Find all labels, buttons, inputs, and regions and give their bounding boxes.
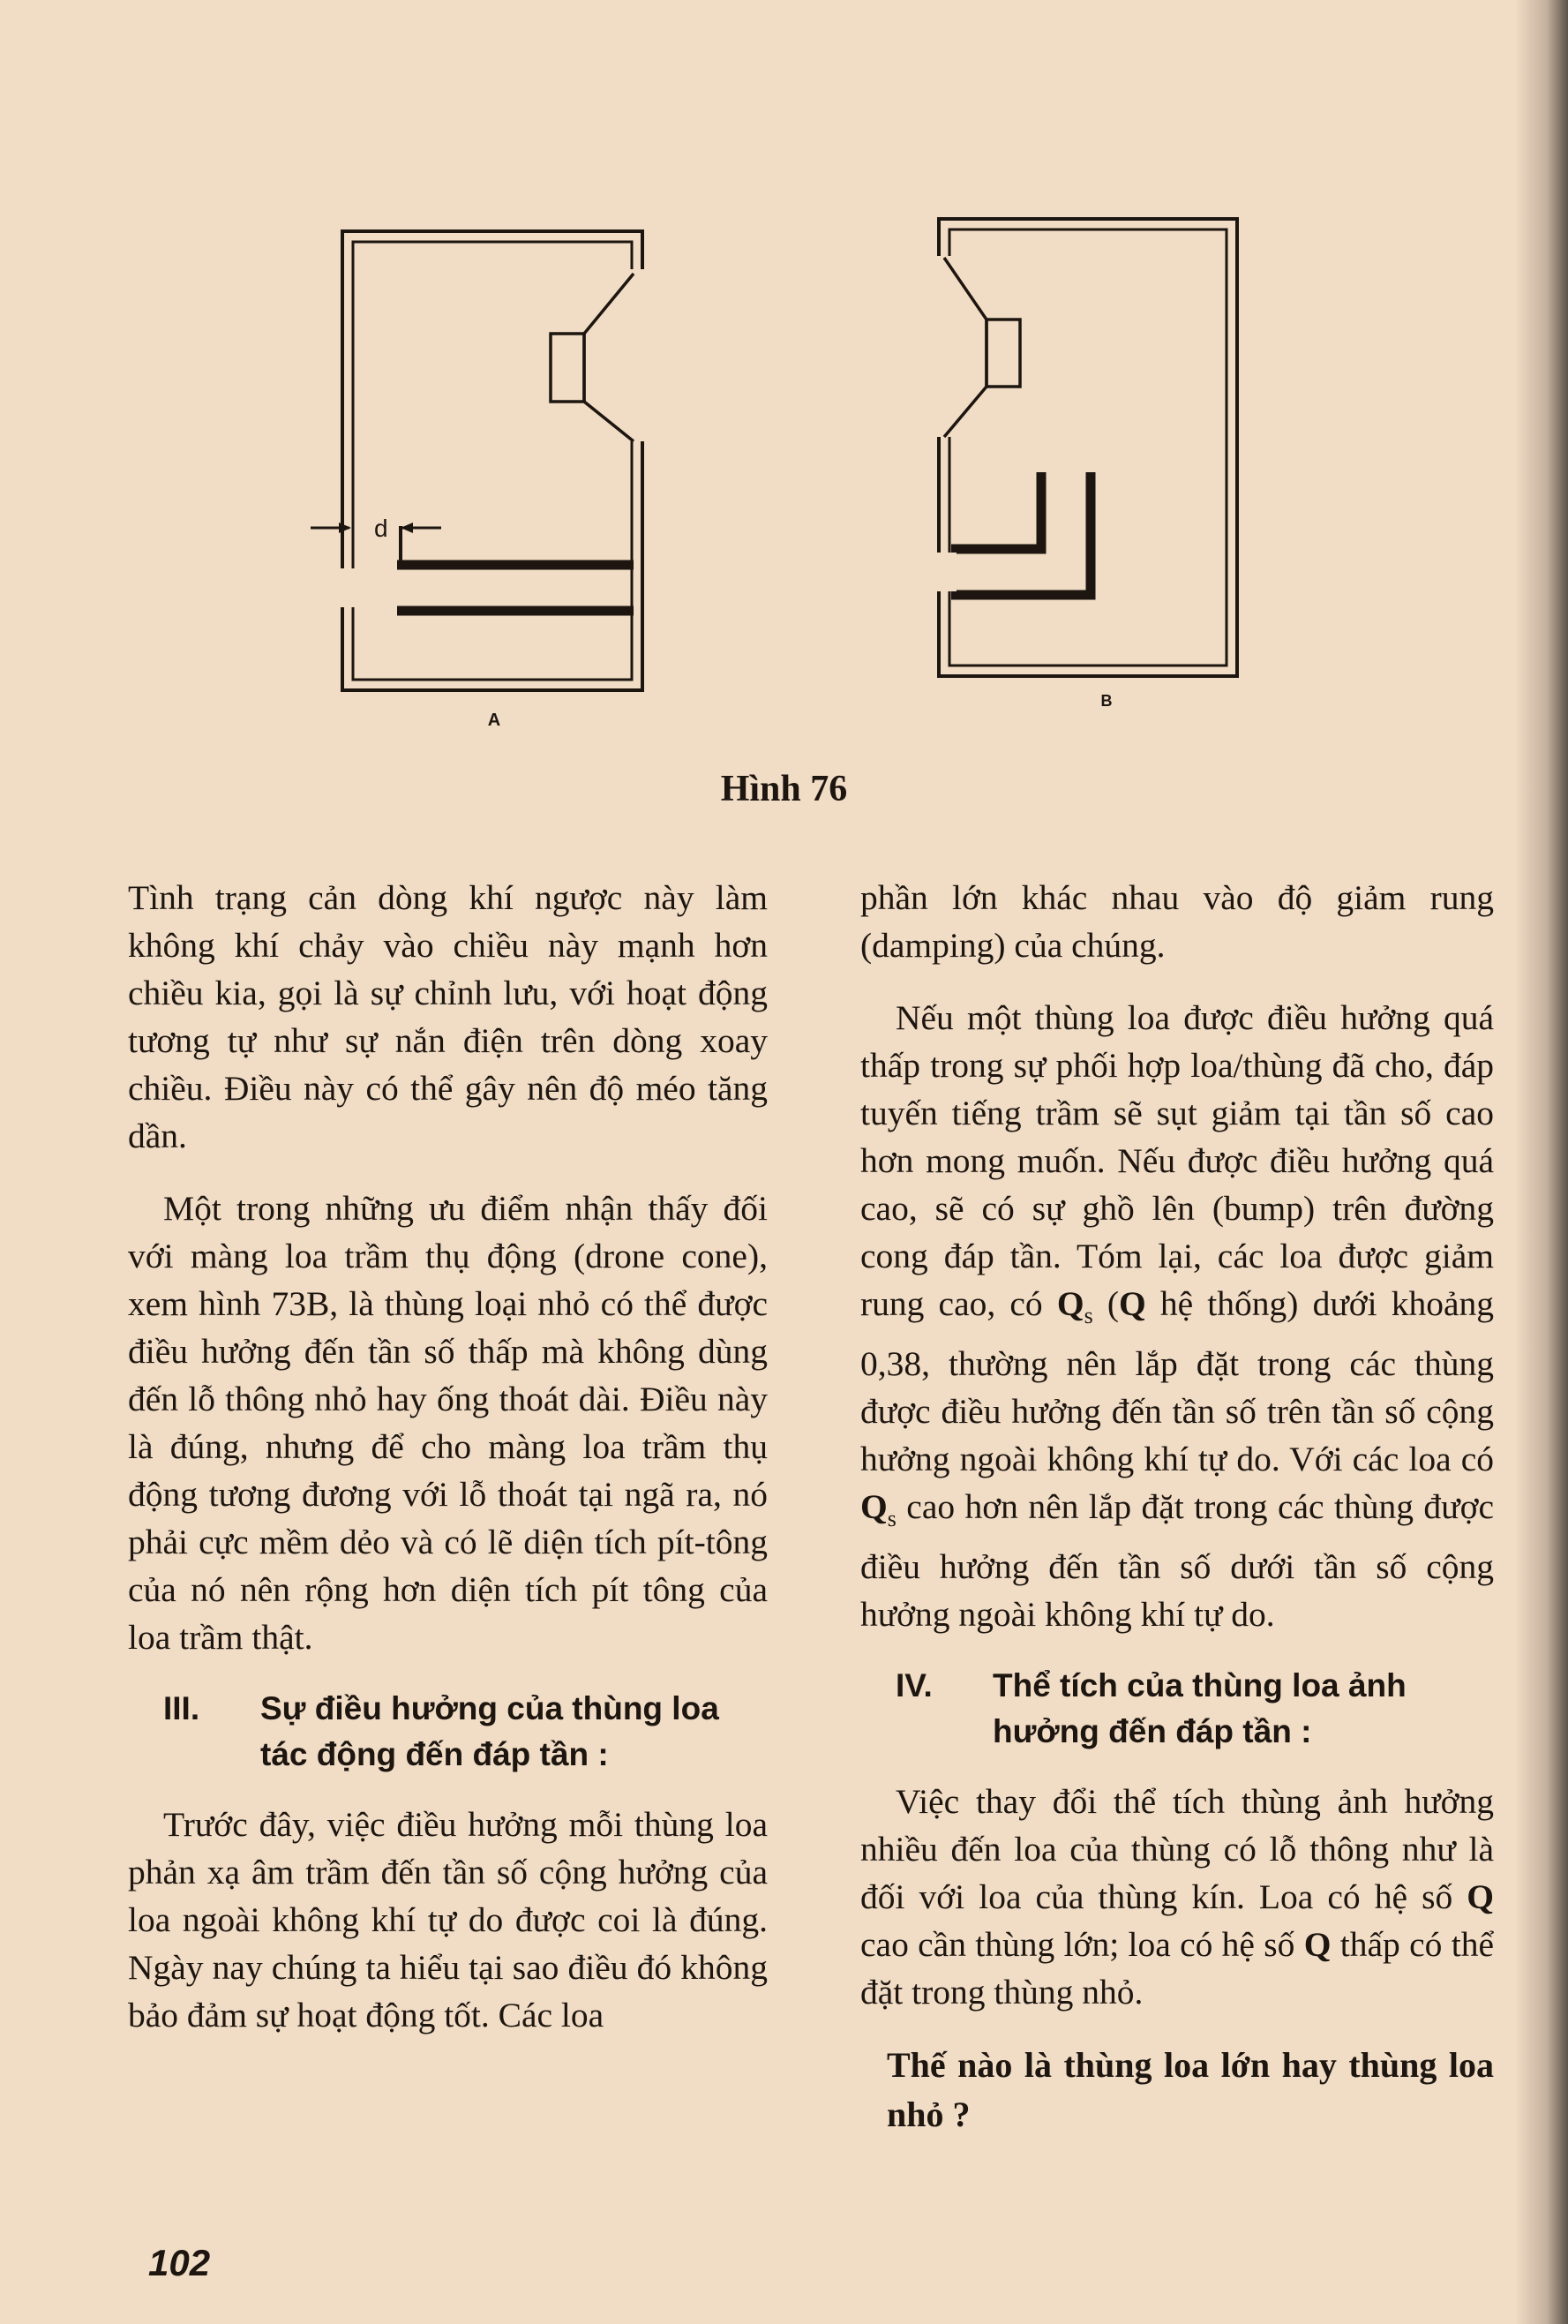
section-4-number: IV. [896, 1666, 933, 1704]
q-symbol: Q [860, 1486, 888, 1526]
right-paragraph-2c: cao hơn nên lắp đặt trong các thùng được điều hưởng đến tần số dưới tần số cộng hưởng ngoài không khí tự do. [860, 1486, 1494, 1634]
section-4-title: Thể tích của thùng loa ảnh hưởng đến đáp tần : [993, 1666, 1407, 1749]
page-number: 102 [148, 2242, 211, 2283]
q-symbol: Q [1467, 1876, 1494, 1916]
section-3-heading [128, 1686, 768, 1778]
right-column [860, 874, 1494, 2140]
question-heading: Thế nào là thùng loa lớn hay thùng loa nhỏ ? [887, 2044, 1494, 2134]
left-paragraph-3: Trước đây, việc điều hưởng mỗi thùng loa phản xạ âm trầm đến tần số cộng hưởng của loa ngoài không khí tự do được coi là đúng. Ngày nay chúng ta hiểu tại sao điều đó không bảo đảm sự hoạt động tốt. Các loa [128, 1805, 768, 2034]
q-subscript: s [887, 1505, 897, 1531]
left-paragraph-2: Một trong những ưu điểm nhận thấy đối với màng loa trầm thụ động (drone cone), xem hình 73B, là thùng loại nhỏ có thể được điều hưởng đến tần số thấp mà không dùng đến lỗ thông nhỏ hay ống thoát dài. Điều này là đúng, nhưng để cho màng loa trầm thụ động tương đương với lỗ thoát tại ngã ra, nó phải cực mềm dẻo và có lẽ diện tích pít-tông của nó nên rộng hơn diện tích pít tông của loa trầm thật. [128, 1189, 768, 1657]
figure-76 [0, 0, 1568, 794]
q-subscript: s [1084, 1302, 1093, 1328]
right-paragraph-2b-mid: hệ thống) dưới khoảng 0,38, thường nên lắp đặt trong các thùng được điều hưởng đến tần số trên tần số cộng hưởng ngoài không khí tự do. Với các loa có [860, 1284, 1495, 1478]
right-paragraph-2-text: Nếu một thùng loa được điều hưởng quá thấp trong sự phối hợp loa/thùng đã cho, đáp tuyến tiếng trầm sẽ sụt giảm tại tần số cao hơn mong muốn. Nếu được điều hưởng quá cao, sẽ có sự ghồ lên (bump) trên đường cong đáp tần. Tóm lại, các loa được giảm rung cao, có [860, 998, 1494, 1323]
section-3-number: III. [163, 1690, 200, 1726]
figure-caption: Hình 76 [720, 769, 848, 809]
diagram-b-label: B [1100, 692, 1113, 710]
q-symbol: Q [1056, 1284, 1084, 1323]
right-paragraph-3b: cao cần thùng lớn; loa có hệ số [860, 1924, 1304, 1964]
right-paragraph-1: phần lớn khác nhau vào độ giảm rung (damping) của chúng. [860, 878, 1494, 965]
right-paragraph-3a: Việc thay đổi thể tích thùng ảnh hưởng nhiều đến loa của thùng có lỗ thông như là đối với loa của thùng kín. Loa có hệ số [860, 1781, 1494, 1916]
right-paragraph-3 [860, 1778, 1494, 2016]
diagram-a-label: A [487, 711, 501, 730]
right-paragraph-2b-open: ( [1092, 1284, 1119, 1323]
q-symbol: Q [1119, 1284, 1146, 1323]
right-paragraph-3c: thấp có thể đặt trong thùng nhỏ. [860, 1924, 1494, 2012]
dimension-label: d [374, 515, 388, 542]
section-4-heading [860, 1663, 1494, 1755]
left-paragraph-1: Tình trạng cản dòng khí ngược này làm không khí chảy vào chiều này mạnh hơn chiều kia, gọi là sự chỉnh lưu, với hoạt động tương tự như sự nắn điện trên dòng xoay chiều. Điều này có thể gây nên độ méo tăng dần. [128, 878, 768, 1155]
section-3-title: Sự điều hưởng của thùng loa tác động đến đáp tần : [260, 1690, 719, 1772]
diagram-a [311, 231, 648, 690]
left-column [128, 874, 768, 2064]
diagram-b [932, 219, 1237, 676]
right-paragraph-2 [860, 994, 1494, 1638]
q-symbol: Q [1303, 1924, 1332, 1964]
